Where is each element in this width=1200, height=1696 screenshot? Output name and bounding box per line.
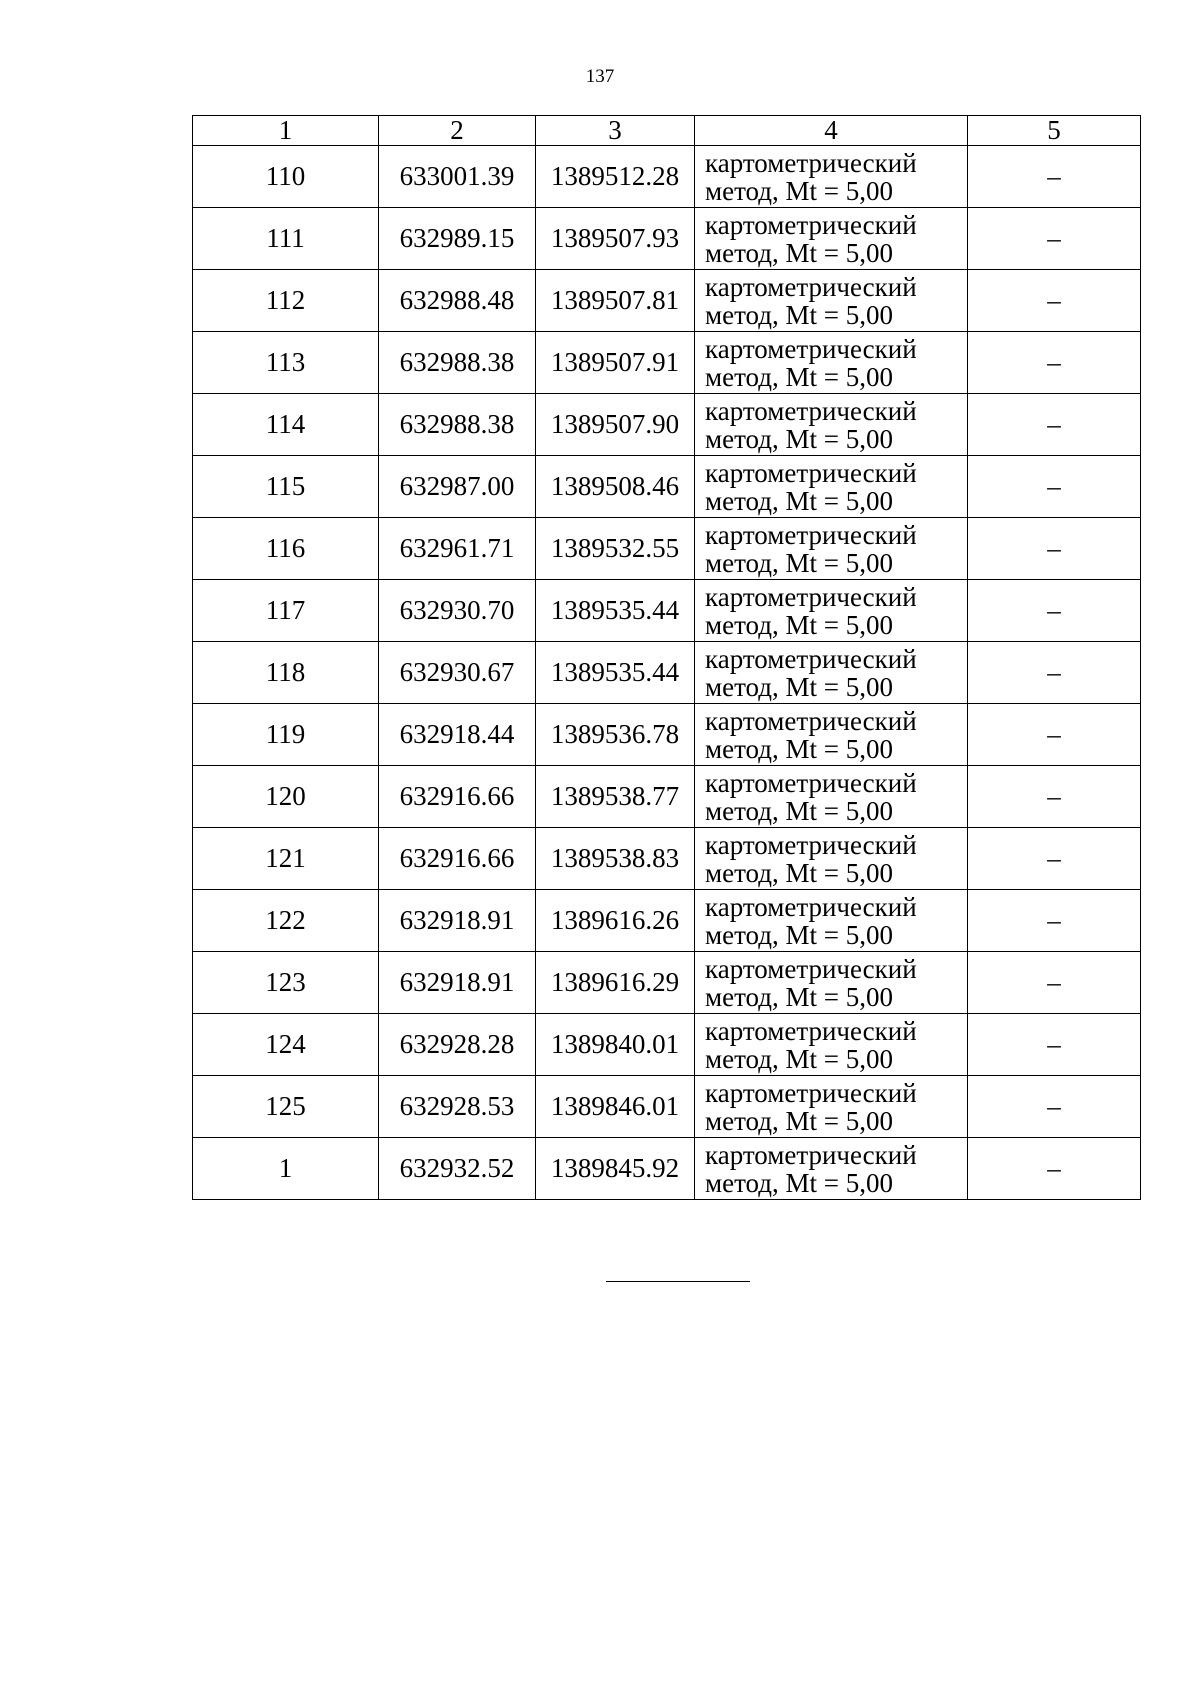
method-line-2: метод, Mt = 5,00: [705, 919, 893, 950]
y-coordinate-cell: 1389846.01: [536, 1076, 695, 1138]
method-line-2: метод, Mt = 5,00: [705, 733, 893, 764]
note-cell: –: [968, 1014, 1141, 1076]
x-coordinate-cell: 632916.66: [379, 828, 536, 890]
y-coordinate-cell: 1389508.46: [536, 456, 695, 518]
note-cell: –: [968, 1138, 1141, 1200]
note-cell: –: [968, 1076, 1141, 1138]
point-number-cell: 125: [193, 1076, 379, 1138]
y-coordinate-cell: 1389507.91: [536, 332, 695, 394]
note-cell: –: [968, 642, 1141, 704]
y-coordinate-cell: 1389507.93: [536, 208, 695, 270]
table-body: [193, 146, 1141, 1200]
y-coordinate-cell: 1389538.77: [536, 766, 695, 828]
x-coordinate-cell: 632918.91: [379, 890, 536, 952]
point-number-cell: 113: [193, 332, 379, 394]
method-line-2: метод, Mt = 5,00: [705, 485, 893, 516]
method-line-2: метод, Mt = 5,00: [705, 1043, 893, 1074]
method-line-1: картометрический: [705, 643, 917, 674]
y-coordinate-cell: 1389512.28: [536, 146, 695, 208]
point-number-cell: 118: [193, 642, 379, 704]
method-line-2: метод, Mt = 5,00: [705, 237, 893, 268]
method-line-1: картометрический: [705, 1139, 917, 1170]
x-coordinate-cell: 632928.28: [379, 1014, 536, 1076]
method-cell: [695, 828, 968, 890]
x-coordinate-cell: 632918.44: [379, 704, 536, 766]
note-cell: –: [968, 394, 1141, 456]
method-cell: [695, 1076, 968, 1138]
point-number-cell: 124: [193, 1014, 379, 1076]
table-row: [193, 332, 1141, 394]
x-coordinate-cell: 632932.52: [379, 1138, 536, 1200]
x-coordinate-cell: 632930.67: [379, 642, 536, 704]
point-number-cell: 117: [193, 580, 379, 642]
method-cell: [695, 456, 968, 518]
method-line-2: метод, Mt = 5,00: [705, 671, 893, 702]
method-line-2: метод, Mt = 5,00: [705, 1105, 893, 1136]
table-row: [193, 1076, 1141, 1138]
method-line-2: метод, Mt = 5,00: [705, 299, 893, 330]
y-coordinate-cell: 1389616.26: [536, 890, 695, 952]
y-coordinate-cell: 1389536.78: [536, 704, 695, 766]
method-cell: [695, 518, 968, 580]
method-line-2: метод, Mt = 5,00: [705, 361, 893, 392]
point-number-cell: 114: [193, 394, 379, 456]
y-coordinate-cell: 1389840.01: [536, 1014, 695, 1076]
method-line-2: метод, Mt = 5,00: [705, 857, 893, 888]
note-cell: –: [968, 952, 1141, 1014]
table-row: [193, 518, 1141, 580]
y-coordinate-cell: 1389507.90: [536, 394, 695, 456]
table-row: [193, 270, 1141, 332]
point-number-cell: 122: [193, 890, 379, 952]
method-cell: [695, 208, 968, 270]
table-row: [193, 456, 1141, 518]
method-cell: [695, 270, 968, 332]
note-cell: –: [968, 518, 1141, 580]
table-row: [193, 766, 1141, 828]
method-line-1: картометрический: [705, 271, 917, 302]
x-coordinate-cell: 632987.00: [379, 456, 536, 518]
method-line-2: метод, Mt = 5,00: [705, 175, 893, 206]
y-coordinate-cell: 1389535.44: [536, 642, 695, 704]
method-line-1: картометрический: [705, 767, 917, 798]
method-line-2: метод, Mt = 5,00: [705, 795, 893, 826]
point-number-cell: 112: [193, 270, 379, 332]
note-cell: –: [968, 890, 1141, 952]
point-number-cell: 123: [193, 952, 379, 1014]
point-number-cell: 110: [193, 146, 379, 208]
column-header-5: 5: [968, 116, 1141, 146]
note-cell: –: [968, 456, 1141, 518]
footer-rule: [606, 1281, 750, 1282]
method-cell: [695, 890, 968, 952]
column-header-1: 1: [193, 116, 379, 146]
point-number-cell: 1: [193, 1138, 379, 1200]
method-cell: [695, 642, 968, 704]
method-cell: [695, 1138, 968, 1200]
point-number-cell: 119: [193, 704, 379, 766]
point-number-cell: 115: [193, 456, 379, 518]
method-line-1: картометрический: [705, 581, 917, 612]
table-row: [193, 642, 1141, 704]
method-cell: [695, 1014, 968, 1076]
coordinates-table: [192, 115, 1141, 1200]
method-line-1: картометрический: [705, 953, 917, 984]
table-row: [193, 394, 1141, 456]
y-coordinate-cell: 1389845.92: [536, 1138, 695, 1200]
y-coordinate-cell: 1389532.55: [536, 518, 695, 580]
x-coordinate-cell: 632988.38: [379, 394, 536, 456]
note-cell: –: [968, 704, 1141, 766]
table-header-row: [193, 116, 1141, 146]
y-coordinate-cell: 1389507.81: [536, 270, 695, 332]
method-line-1: картометрический: [705, 209, 917, 240]
x-coordinate-cell: 633001.39: [379, 146, 536, 208]
y-coordinate-cell: 1389538.83: [536, 828, 695, 890]
table-row: [193, 146, 1141, 208]
method-cell: [695, 146, 968, 208]
method-line-1: картометрический: [705, 147, 917, 178]
x-coordinate-cell: 632928.53: [379, 1076, 536, 1138]
note-cell: –: [968, 208, 1141, 270]
point-number-cell: 120: [193, 766, 379, 828]
table-row: [193, 704, 1141, 766]
x-coordinate-cell: 632988.38: [379, 332, 536, 394]
method-cell: [695, 332, 968, 394]
page-number: 137: [585, 66, 615, 87]
method-line-1: картометрический: [705, 519, 917, 550]
table-row: [193, 1138, 1141, 1200]
note-cell: –: [968, 146, 1141, 208]
table-row: [193, 580, 1141, 642]
method-line-1: картометрический: [705, 829, 917, 860]
x-coordinate-cell: 632916.66: [379, 766, 536, 828]
column-header-2: 2: [379, 116, 536, 146]
column-header-4: 4: [695, 116, 968, 146]
x-coordinate-cell: 632988.48: [379, 270, 536, 332]
method-line-1: картометрический: [705, 1015, 917, 1046]
x-coordinate-cell: 632930.70: [379, 580, 536, 642]
point-number-cell: 116: [193, 518, 379, 580]
table-row: [193, 208, 1141, 270]
method-line-1: картометрический: [705, 1077, 917, 1108]
table-row: [193, 1014, 1141, 1076]
note-cell: –: [968, 580, 1141, 642]
point-number-cell: 111: [193, 208, 379, 270]
x-coordinate-cell: 632961.71: [379, 518, 536, 580]
method-cell: [695, 394, 968, 456]
point-number-cell: 121: [193, 828, 379, 890]
method-line-1: картометрический: [705, 333, 917, 364]
note-cell: –: [968, 332, 1141, 394]
method-line-2: метод, Mt = 5,00: [705, 547, 893, 578]
table-row: [193, 890, 1141, 952]
method-line-2: метод, Mt = 5,00: [705, 609, 893, 640]
note-cell: –: [968, 828, 1141, 890]
method-line-2: метод, Mt = 5,00: [705, 981, 893, 1012]
method-cell: [695, 704, 968, 766]
method-cell: [695, 952, 968, 1014]
x-coordinate-cell: 632918.91: [379, 952, 536, 1014]
method-line-1: картометрический: [705, 457, 917, 488]
method-line-1: картометрический: [705, 395, 917, 426]
method-line-1: картометрический: [705, 705, 917, 736]
note-cell: –: [968, 766, 1141, 828]
method-line-2: метод, Mt = 5,00: [705, 423, 893, 454]
method-line-1: картометрический: [705, 891, 917, 922]
note-cell: –: [968, 270, 1141, 332]
method-cell: [695, 580, 968, 642]
method-line-2: метод, Mt = 5,00: [705, 1167, 893, 1198]
y-coordinate-cell: 1389535.44: [536, 580, 695, 642]
x-coordinate-cell: 632989.15: [379, 208, 536, 270]
method-cell: [695, 766, 968, 828]
column-header-3: 3: [536, 116, 695, 146]
table-row: [193, 828, 1141, 890]
table-row: [193, 952, 1141, 1014]
y-coordinate-cell: 1389616.29: [536, 952, 695, 1014]
